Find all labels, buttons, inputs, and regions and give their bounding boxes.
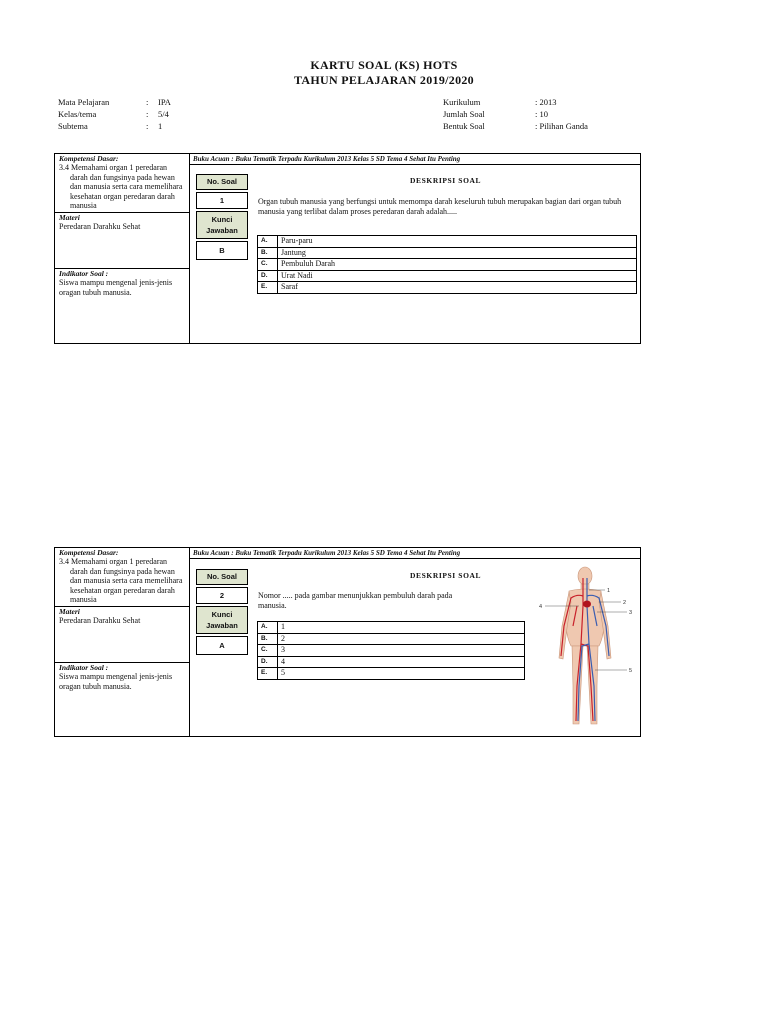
kunci-value: B <box>196 241 248 260</box>
heart-shape <box>583 601 591 608</box>
option-letter: C. <box>258 645 278 657</box>
buku-acuan: Buku Acuan : Buku Tematik Terpadu Kurikulum 2013 Kelas 5 SD Tema 4 Sehat Itu Penting <box>190 548 640 559</box>
option-text: 2 <box>278 633 525 645</box>
question-text: Nomor ..... pada gambar menunjukkan pembuluh darah pada manusia. <box>258 591 453 610</box>
question-text: Organ tubuh manusia yang berfungsi untuk memompa darah keseluruh tubuh merupakan bagian dari organ tubuh manusia yang terlibat dalam proses peredaran darah adalah..... <box>258 197 622 216</box>
kompetensi-label: Kompetensi Dasar: <box>59 548 119 557</box>
circulatory-system-figure <box>533 566 637 732</box>
figure-label-2: 2 <box>623 600 627 606</box>
option-row[interactable] <box>258 656 525 668</box>
kompetensi-section <box>55 154 189 213</box>
meta-left: Mata Pelajaran : IPA Kelas/tema : 5/4 Subtema : 1 <box>58 97 171 131</box>
option-text: Jantung <box>278 247 637 259</box>
option-letter: E. <box>258 668 278 680</box>
option-row[interactable] <box>258 622 525 634</box>
materi-section <box>55 213 189 268</box>
kompetensi-text: 3.4 Memahami organ 1 peredaran darah dan fungsinya pada hewan dan manusia serta cara memelihara kesehatan organ peredaran darah manusia <box>59 163 183 211</box>
meta-value: : Pilihan Ganda <box>535 121 588 131</box>
option-letter: D. <box>258 656 278 668</box>
option-letter: C. <box>258 259 278 271</box>
meta-label: Jumlah Soal <box>443 109 485 119</box>
options-table <box>257 235 637 294</box>
document-subtitle: TAHUN PELAJARAN 2019/2020 <box>294 73 474 87</box>
option-text: Pembuluh Darah <box>278 259 637 271</box>
option-text: Saraf <box>278 282 637 294</box>
deskripsi-title: DESKRIPSI SOAL <box>410 571 482 580</box>
materi-label: Materi <box>59 212 80 222</box>
option-row[interactable] <box>258 236 637 248</box>
option-letter: D. <box>258 270 278 282</box>
materi-text: Peredaran Darahku Sehat <box>59 221 141 231</box>
document-title: KARTU SOAL (KS) HOTS <box>310 58 458 72</box>
card-left-column <box>55 548 190 736</box>
kunci-label: Kunci Jawaban <box>196 606 248 634</box>
indikator-text: Siswa mampu mengenal jenis-jenis oragan tubuh manusia. <box>59 277 173 297</box>
materi-label: Materi <box>59 606 80 616</box>
question-card-1 <box>54 153 641 344</box>
question-card-2 <box>54 547 641 737</box>
option-letter: B. <box>258 247 278 259</box>
buku-acuan: Buku Acuan : Buku Tematik Terpadu Kurikulum 2013 Kelas 5 SD Tema 4 Sehat Itu Penting <box>190 154 640 165</box>
materi-section <box>55 607 189 662</box>
meta-label: Kelas/tema <box>58 109 97 119</box>
indikator-label: Indikator Soal : <box>59 268 109 278</box>
option-text: Paru-paru <box>278 236 637 248</box>
no-soal-value: 2 <box>196 587 248 604</box>
card-left-column <box>55 154 190 343</box>
indikator-text: Siswa mampu mengenal jenis-jenis oragan tubuh manusia. <box>59 671 173 691</box>
meta-value: : 10 <box>535 109 548 119</box>
meta-label: Subtema <box>58 121 88 131</box>
indikator-label: Indikator Soal : <box>59 662 109 672</box>
kompetensi-label: Kompetensi Dasar: <box>59 154 119 163</box>
option-text: Urat Nadi <box>278 270 637 282</box>
figure-label-3: 3 <box>629 610 633 616</box>
meta-right <box>443 96 588 132</box>
meta-label: Mata Pelajaran <box>58 97 110 107</box>
option-row[interactable] <box>258 247 637 259</box>
kunci-label: Kunci Jawaban <box>196 211 248 239</box>
options-table <box>257 621 525 680</box>
option-row[interactable] <box>258 633 525 645</box>
figure-label-4: 4 <box>539 604 543 610</box>
no-soal-label: No. Soal <box>196 174 248 190</box>
option-letter: A. <box>258 622 278 634</box>
indikator-section <box>55 268 189 297</box>
figure-label-5: 5 <box>629 668 633 674</box>
deskripsi-title: DESKRIPSI SOAL <box>410 176 482 185</box>
kunci-value: A <box>196 636 248 655</box>
option-row[interactable] <box>258 645 525 657</box>
materi-text: Peredaran Darahku Sehat <box>59 615 141 625</box>
option-row[interactable] <box>258 282 637 294</box>
meta-label: Bentuk Soal <box>443 121 485 131</box>
meta-value: 1 <box>158 121 163 131</box>
option-row[interactable] <box>258 668 525 680</box>
option-text: 3 <box>278 645 525 657</box>
meta-value: IPA <box>158 97 171 107</box>
option-text: 4 <box>278 656 525 668</box>
option-letter: A. <box>258 236 278 248</box>
indikator-section <box>55 662 189 691</box>
option-letter: E. <box>258 282 278 294</box>
figure-label-1: 1 <box>607 588 611 594</box>
no-soal-label: No. Soal <box>196 569 248 585</box>
meta-value: 5/4 <box>158 109 169 119</box>
kompetensi-text: 3.4 Memahami organ 1 peredaran darah dan fungsinya pada hewan dan manusia serta cara memelihara kesehatan organ peredaran darah manusia <box>59 557 183 605</box>
option-row[interactable] <box>258 270 637 282</box>
kompetensi-section <box>55 548 189 607</box>
meta-value: : 2013 <box>535 97 557 107</box>
option-text: 1 <box>278 622 525 634</box>
option-letter: B. <box>258 633 278 645</box>
option-row[interactable] <box>258 259 637 271</box>
option-text: 5 <box>278 668 525 680</box>
meta-label: Kurikulum <box>443 97 481 107</box>
no-soal-value: 1 <box>196 192 248 209</box>
